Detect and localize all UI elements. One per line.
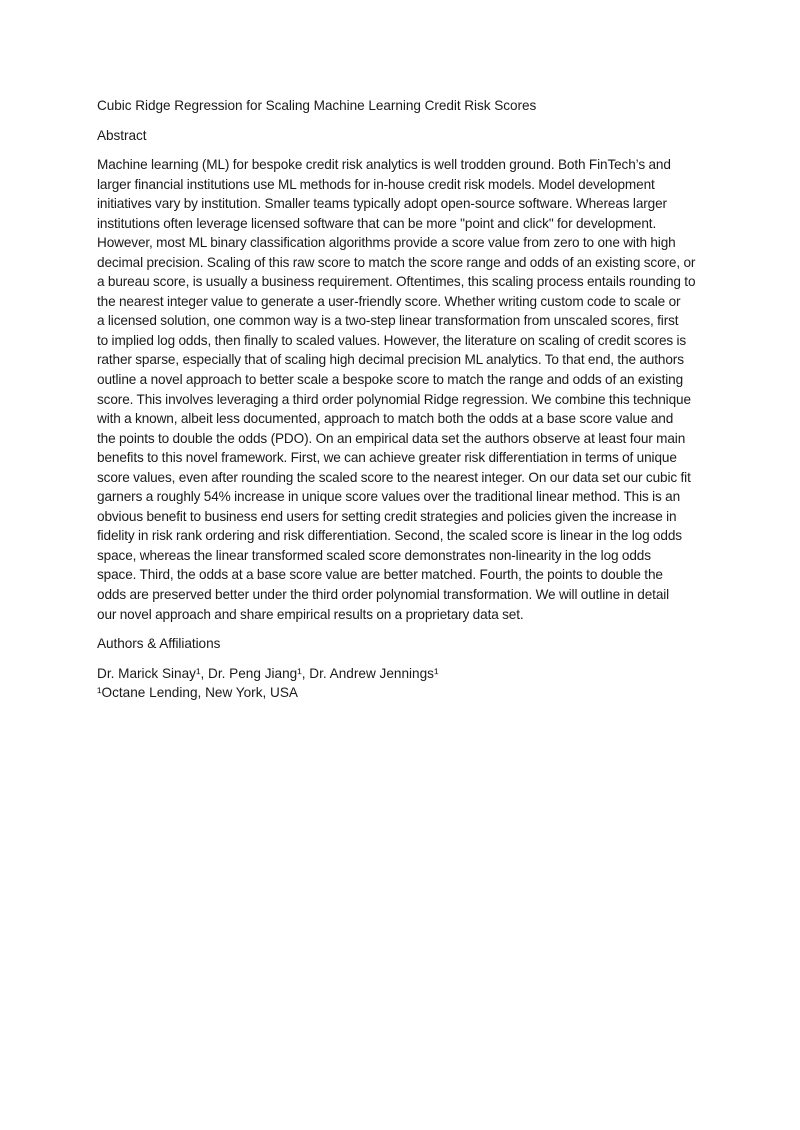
- abstract-line: decimal precision. Scaling of this raw score to match the score range and odds of an existing score, or: [97, 254, 696, 270]
- abstract-line: to implied log odds, then finally to scaled values. However, the literature on scaling of credit scores is: [97, 332, 687, 348]
- abstract-line: the points to double the odds (PDO). On an empirical data set the authors observe at least four main: [97, 430, 686, 446]
- abstract-line: score values, even after rounding the scaled score to the nearest integer. On our data set our cubic fit: [97, 469, 691, 485]
- abstract-body: [97, 155, 705, 624]
- authors-block: [97, 664, 705, 703]
- abstract-heading: Abstract: [97, 127, 147, 143]
- affiliations-heading: Authors & Affiliations: [97, 636, 221, 652]
- affiliation-line: ¹Octane Lending, New York, USA: [97, 685, 298, 701]
- abstract-line: institutions often leverage licensed software that can be more "point and click" for development.: [97, 215, 657, 231]
- abstract-line: odds are preserved better under the third order polynomial transformation. We will outline in detail: [97, 587, 670, 603]
- abstract-line: with a known, albeit less documented, approach to match both the odds at a base score value and: [97, 411, 674, 427]
- abstract-line: rather sparse, especially that of scaling high decimal precision ML analytics. To that end, the authors: [97, 352, 684, 368]
- abstract-line: However, most ML binary classification algorithms provide a score value from zero to one with high: [97, 235, 676, 251]
- abstract-line: initiatives vary by institution. Smaller teams typically adopt open-source software. Whereas larger: [97, 196, 667, 212]
- abstract-line: outline a novel approach to better scale a bespoke score to match the range and odds of an existing: [97, 372, 684, 388]
- abstract-line: score. This involves leveraging a third order polynomial Ridge regression. We combine this technique: [97, 391, 691, 407]
- abstract-line: space, whereas the linear transformed scaled score demonstrates non-linearity in the log odds: [97, 547, 651, 563]
- abstract-line: a bureau score, is usually a business requirement. Oftentimes, this scaling process entails rounding to: [97, 274, 696, 290]
- paper-title: Cubic Ridge Regression for Scaling Machine Learning Credit Risk Scores: [97, 98, 537, 113]
- abstract-line: fidelity in risk rank ordering and risk differentiation. Second, the scaled score is linear in the log odds: [97, 528, 682, 544]
- abstract-line: benefits to this novel framework. First, we can achieve greater risk differentiation in terms of unique: [97, 450, 677, 466]
- document-page: [97, 96, 705, 703]
- abstract-line: larger financial institutions use ML methods for in-house credit risk models. Model development: [97, 176, 655, 192]
- abstract-line: a licensed solution, one common way is a two-step linear transformation from unscaled scores, first: [97, 313, 679, 329]
- abstract-line: Machine learning (ML) for bespoke credit risk analytics is well trodden ground. Both FinTech’s and: [97, 157, 671, 172]
- abstract-line: our novel approach and share empirical results on a proprietary data set.: [97, 606, 524, 622]
- abstract-line: garners a roughly 54% increase in unique score values over the traditional linear method. This is an: [97, 489, 681, 505]
- abstract-line: the nearest integer value to generate a user-friendly score. Whether writing custom code to scale or: [97, 293, 681, 309]
- abstract-line: space. Third, the odds at a base score value are better matched. Fourth, the points to double the: [97, 567, 663, 583]
- authors-line: Dr. Marick Sinay¹, Dr. Peng Jiang¹, Dr. Andrew Jennings¹: [97, 665, 439, 681]
- abstract-line: obvious benefit to business end users for setting credit strategies and policies given the increase in: [97, 508, 677, 524]
